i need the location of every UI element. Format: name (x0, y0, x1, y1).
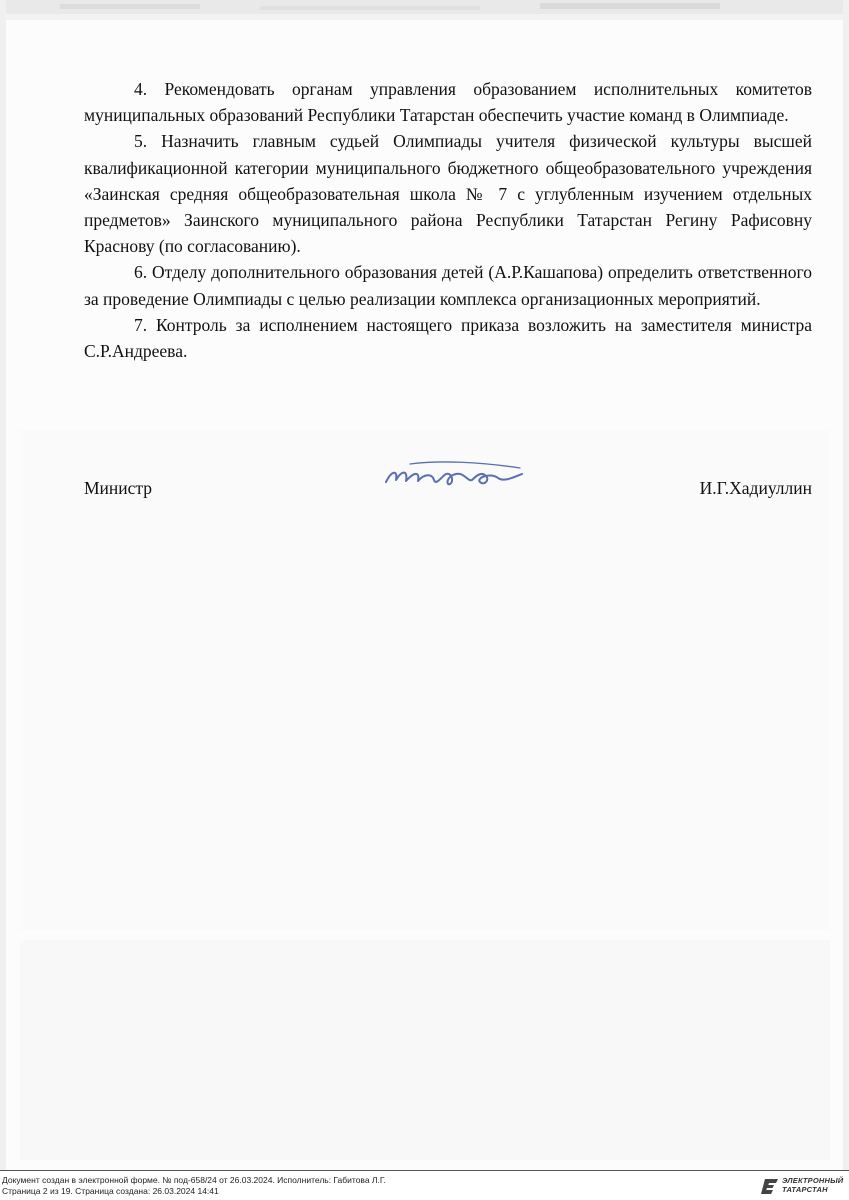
logo-line-1: ЭЛЕКТРОННЫЙ (782, 1176, 844, 1185)
paragraph-item-4: 4. Рекомендовать органам управления образованием исполнительных комитетов муниципальных образований Республики Татарстан обеспечить участие команд в Олимпиаде. (84, 79, 812, 126)
signature-block (84, 478, 812, 508)
paragraph-item-5: 5. Назначить главным судьей Олимпиады учителя физической культуры высшей квалификационной категории муниципального бюджетного общеобразовательного учреждения «Заинская средняя общеобразовательная школа № 7 с углубленным изучением отдельных предметов» Заинского муниципального района Республики Татарстан Регину Рафисовну Краснову (по согласованию). (84, 131, 812, 257)
footer-metadata (2, 1175, 386, 1197)
footer-page-info: Страница 2 из 19. Страница создана: 26.03.2024 14:41 (2, 1186, 219, 1196)
footer-document-info: Документ создан в электронной форме. № под-658/24 от 26.03.2024. Исполнитель: Габитова Л.Г. (2, 1175, 386, 1185)
electronic-tatarstan-logo-icon (761, 1177, 779, 1195)
paragraph-item-7: 7. Контроль за исполнением настоящего приказа возложить на заместителя министра С.Р.Андреева. (84, 314, 812, 362)
electronic-tatarstan-logo (761, 1175, 844, 1197)
signatory-position: Министр (84, 478, 153, 498)
logo-label (782, 1176, 843, 1194)
handwritten-signature-icon (380, 456, 530, 496)
logo-line-2: ТАТАРСТАН (782, 1185, 828, 1194)
document-footer (0, 1170, 849, 1200)
paragraph-item-6: 6. Отделу дополнительного образования детей (А.Р.Кашапова) определить ответственного за проведение Олимпиады с целью реализации комплекса организационных мероприятий. (84, 262, 812, 309)
document-body (84, 76, 812, 364)
signatory-name: И.Г.Хадиуллин (699, 478, 812, 498)
